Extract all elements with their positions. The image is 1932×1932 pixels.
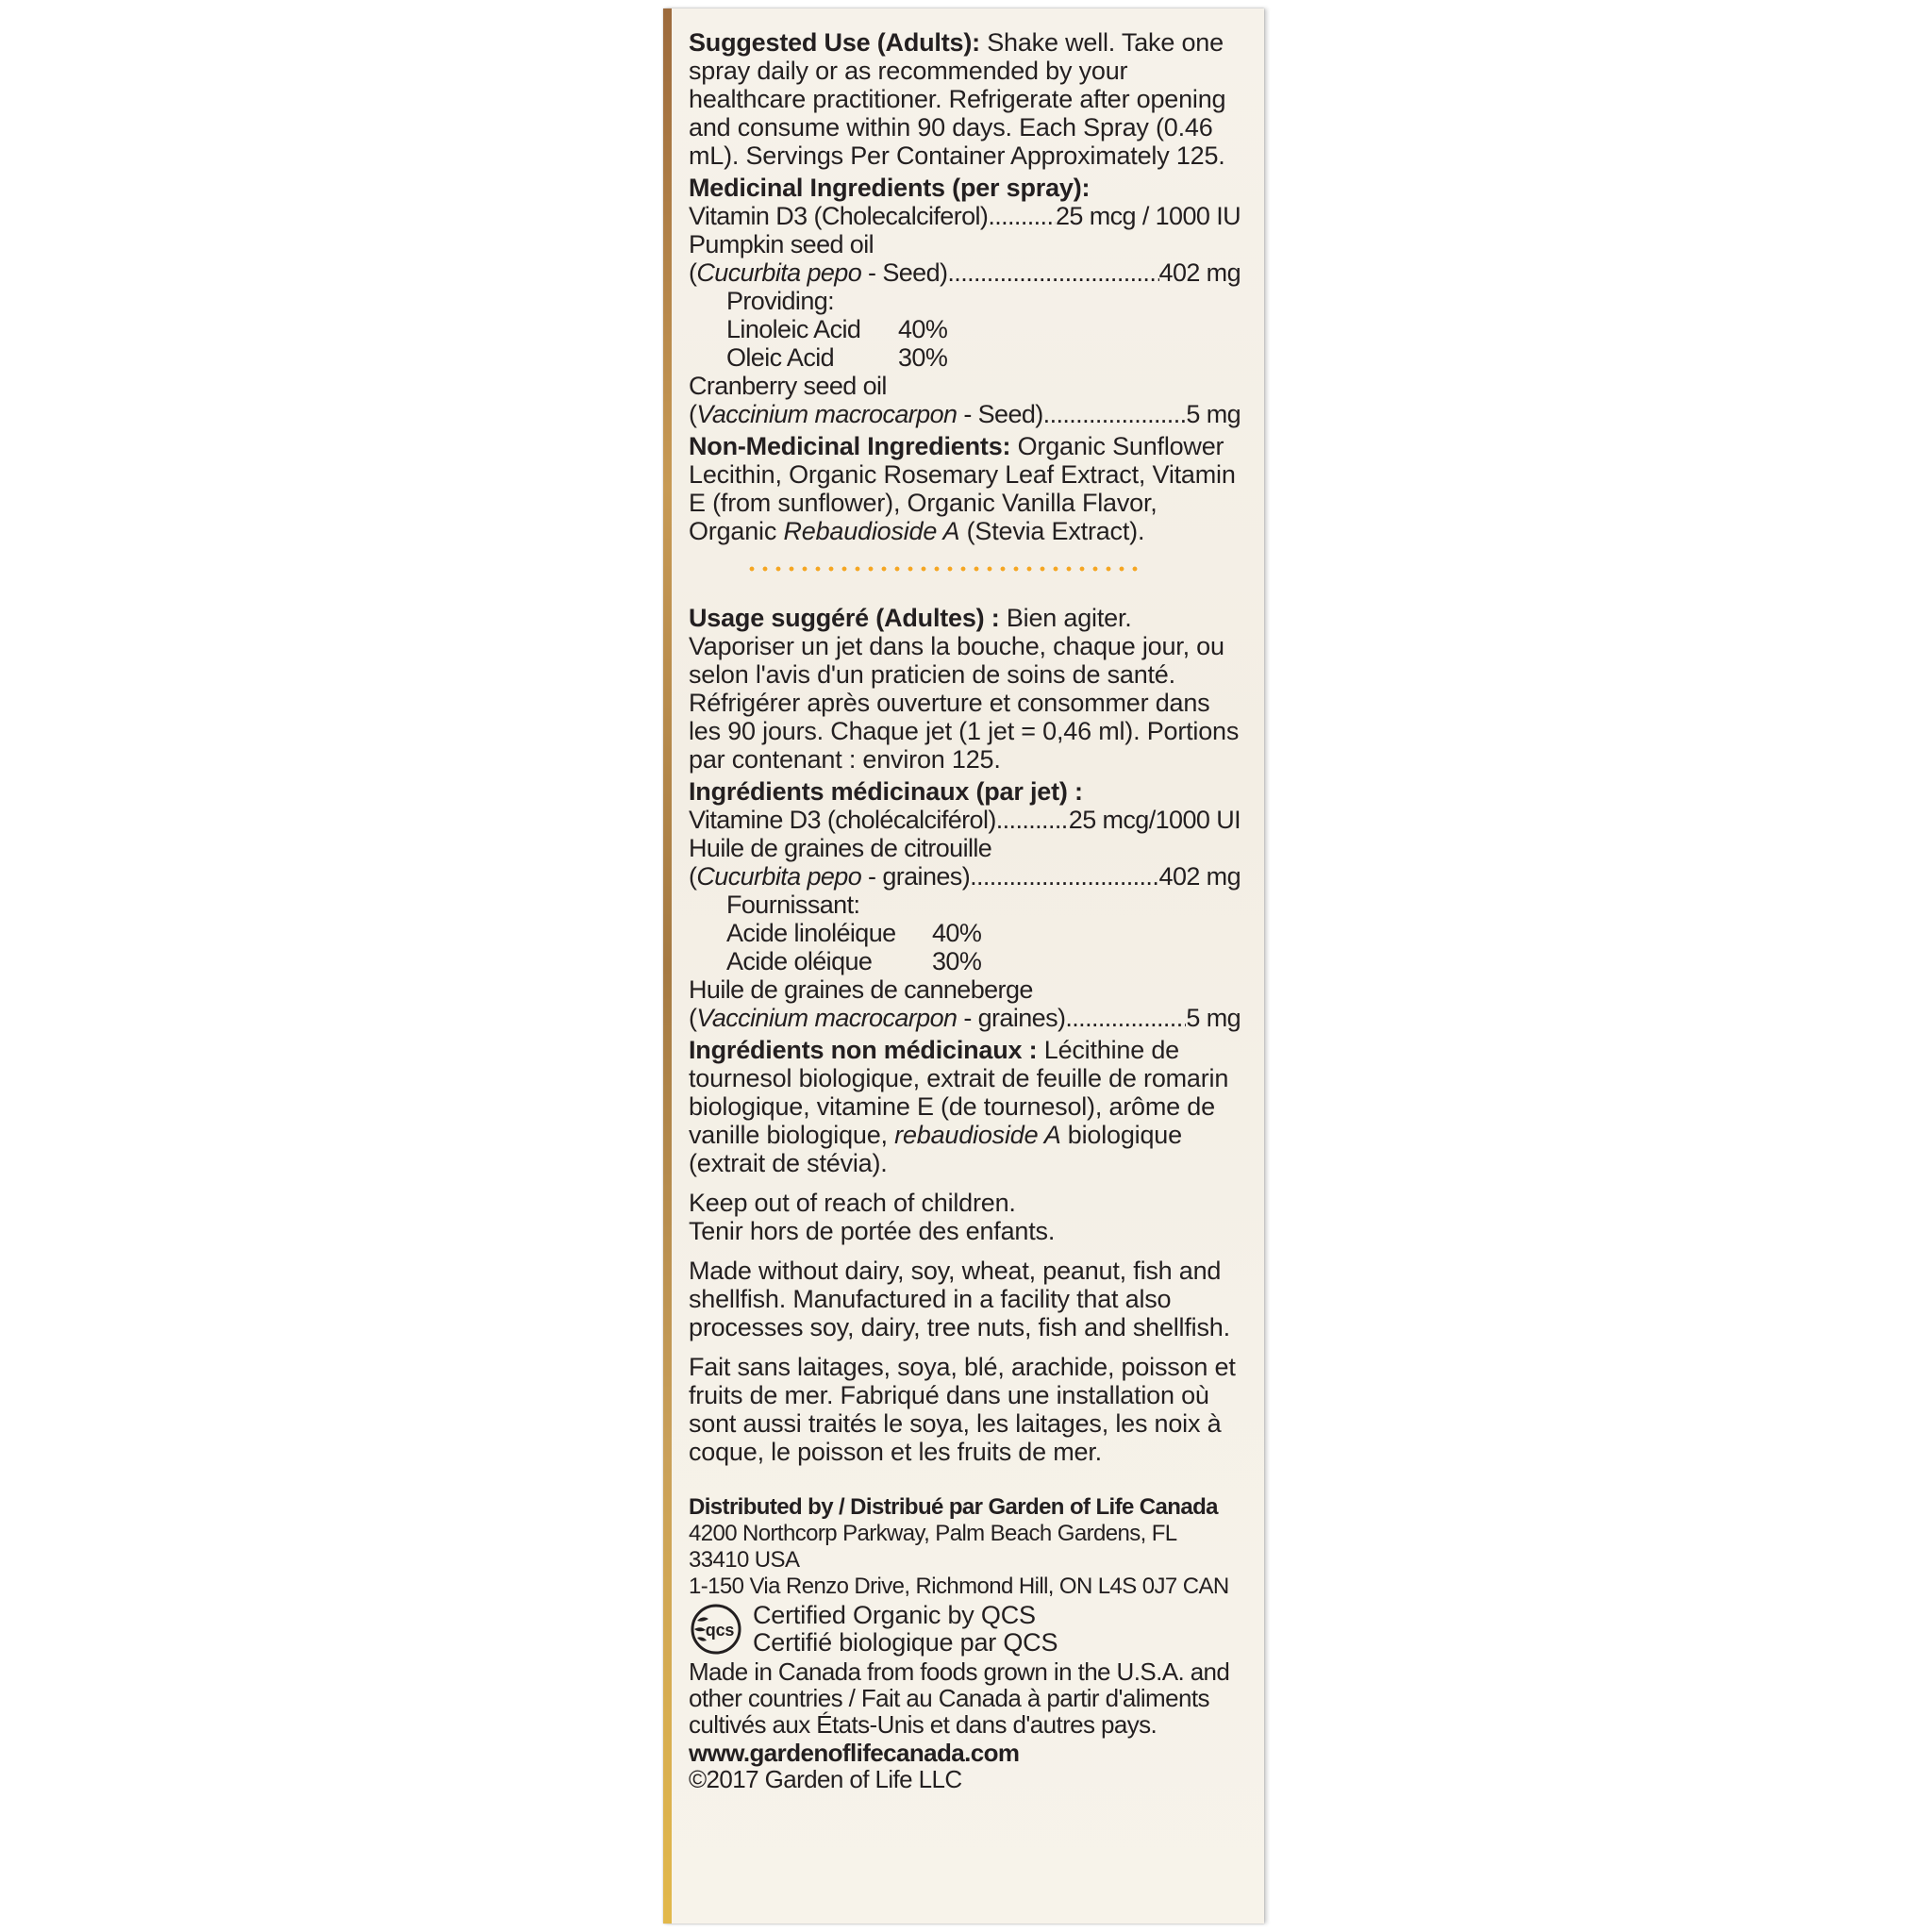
- medicinal-heading-text-fr: Ingrédients médicinaux (par jet) :: [689, 777, 1083, 806]
- fatty-acid-pct: 30%: [898, 343, 948, 372]
- fatty-acid-row: [689, 919, 1241, 947]
- warning-fr: Tenir hors de portée des enfants.: [689, 1217, 1056, 1245]
- medicinal-list-en: [689, 202, 1241, 428]
- suggested-use-heading-fr: Usage suggéré (Adultes) :: [689, 604, 1000, 632]
- ingredient-name: Vitamin D3 (Cholecalciferol): [689, 202, 989, 230]
- leader-dots: [1065, 1004, 1186, 1032]
- ingredient-latin-line: (Cucurbita pepo - Seed): [689, 258, 948, 287]
- suggested-use-text-en: Shake well. Take one spray daily or as recommended by your healthcare practitioner. Refrigerate after opening and consume within 90 days. Each Spray (0.46 mL). Servings Per Container Approximately 125.: [689, 28, 1226, 170]
- certification-row: [689, 1602, 1241, 1657]
- fatty-acid-name: Oleic Acid: [726, 343, 835, 372]
- certification-fr: Certifié biologique par QCS: [753, 1628, 1058, 1657]
- panel-edge: [663, 8, 672, 1924]
- ingredient-name: Cranberry seed oil: [689, 372, 887, 400]
- origin-block: [689, 1658, 1241, 1792]
- ingredient-row: [689, 400, 1241, 428]
- fatty-acid-name: Acide linoléique: [726, 919, 896, 947]
- medicinal-heading-text-en: Medicinal Ingredients (per spray):: [689, 174, 1091, 202]
- website-link[interactable]: www.gardenoflifecanada.com: [689, 1739, 1020, 1767]
- fatty-acid-row: [689, 315, 1241, 343]
- distributor-block: [689, 1494, 1241, 1600]
- label-panel: [663, 8, 1264, 1924]
- leader-dots: [970, 862, 1158, 891]
- ingredient-amount: 402 mg: [1158, 862, 1241, 891]
- origin-statement: Made in Canada from foods grown in the U.S.A. and other countries / Fait au Canada à partir d'aliments cultivés aux États-Unis et dans d'autres pays.: [689, 1657, 1230, 1739]
- latin-name: Cucurbita pepo: [696, 862, 862, 891]
- non-medicinal-en: [689, 432, 1241, 545]
- suggested-use-en: [689, 28, 1241, 170]
- latin-name: Vaccinium macrocarpon: [696, 1004, 958, 1032]
- spacer: [689, 1177, 1241, 1189]
- ingredient-name: Huile de graines de canneberge: [689, 975, 1033, 1004]
- ingredient-amount: 5 mg: [1186, 1004, 1241, 1032]
- ingredient-latin-line: (Vaccinium macrocarpon - graines): [689, 1004, 1066, 1032]
- fatty-acid-pct: 30%: [932, 947, 982, 975]
- providing-label: Providing:: [726, 287, 835, 315]
- ingredient-row: [689, 806, 1241, 834]
- ingredient-row: [689, 202, 1241, 230]
- label-content: [689, 28, 1241, 1792]
- fatty-acid-name: Linoleic Acid: [726, 315, 861, 343]
- leader-dots: [947, 258, 1158, 287]
- ingredient-name: Huile de graines de citrouille: [689, 834, 992, 862]
- copyright: ©2017 Garden of Life LLC: [689, 1765, 962, 1793]
- ingredient-amount: 25 mcg/1000 UI: [1068, 806, 1241, 834]
- ingredient-row: [689, 862, 1241, 891]
- spacer: [689, 1245, 1241, 1257]
- non-medicinal-italic-fr: rebaudioside A: [894, 1121, 1061, 1149]
- ingredient-name: Pumpkin seed oil: [689, 230, 874, 258]
- spacer: [689, 1341, 1241, 1353]
- fatty-acid-row: [689, 947, 1241, 975]
- non-medicinal-end-en: (Stevia Extract).: [959, 517, 1145, 545]
- qcs-logo-icon: [689, 1602, 743, 1657]
- non-medicinal-fr: [689, 1036, 1241, 1177]
- ingredient-amount: 25 mcg / 1000 IU: [1055, 202, 1241, 230]
- medicinal-heading-fr: [689, 777, 1241, 806]
- ingredient-name: Vitamine D3 (cholécalciférol): [689, 806, 996, 834]
- ingredient-row: [689, 1004, 1241, 1032]
- ingredient-latin-line: (Vaccinium macrocarpon - Seed): [689, 400, 1043, 428]
- ingredient-amount: 402 mg: [1158, 258, 1241, 287]
- non-medicinal-italic-en: Rebaudioside A: [783, 517, 960, 545]
- plant-part: - graines): [861, 862, 971, 891]
- medicinal-heading-en: [689, 174, 1241, 202]
- plant-part: - graines): [957, 1004, 1066, 1032]
- allergen-statement-en: Made without dairy, soy, wheat, peanut, fish and shellfish. Manufactured in a facility that also processes soy, dairy, tree nuts, fish and shellfish.: [689, 1257, 1230, 1341]
- non-medicinal-text-fr: Lécithine de tournesol biologique, extrait de feuille de romarin biologique, vitamine E (de tournesol), arôme de vanille biologique,: [689, 1036, 1229, 1149]
- medicinal-list-fr: [689, 806, 1241, 1032]
- fatty-acid-name: Acide oléique: [726, 947, 873, 975]
- latin-name: Cucurbita pepo: [696, 258, 862, 287]
- fatty-acid-pct: 40%: [898, 315, 948, 343]
- latin-name: Vaccinium macrocarpon: [696, 400, 958, 428]
- address-ca: 1-150 Via Renzo Drive, Richmond Hill, ON L4S 0J7 CAN: [689, 1574, 1229, 1599]
- plant-part: - Seed): [957, 400, 1043, 428]
- leader-dots: [996, 806, 1069, 834]
- leader-dots: [1043, 400, 1187, 428]
- warning-en: Keep out of reach of children.: [689, 1189, 1016, 1217]
- non-medicinal-heading-fr: Ingrédients non médicinaux :: [689, 1036, 1038, 1064]
- allergen-statement-fr: Fait sans laitages, soya, blé, arachide, poisson et fruits de mer. Fabriqué dans une installation où sont aussi traités le soya, les laitages, les noix à coque, le poisson et les fruits de mer.: [689, 1353, 1236, 1466]
- fatty-acid-pct: 40%: [932, 919, 982, 947]
- suggested-use-fr: [689, 604, 1241, 774]
- distributor-heading: Distributed by / Distribué par Garden of Life Canada: [689, 1494, 1218, 1520]
- non-medicinal-heading-en: Non-Medicinal Ingredients:: [689, 432, 1011, 460]
- ingredient-row: [689, 258, 1241, 287]
- non-medicinal-text-en: Organic Sunflower Lecithin, Organic Rosemary Leaf Extract, Vitamin E (from sunflower), Organic Vanilla Flavor, Organic: [689, 432, 1236, 545]
- leader-dots: [988, 202, 1056, 230]
- suggested-use-heading-en: Suggested Use (Adults):: [689, 28, 980, 57]
- ingredient-amount: 5 mg: [1186, 400, 1241, 428]
- qcs-logo-text: qcs: [705, 1621, 735, 1640]
- ingredient-latin-line: (Cucurbita pepo - graines): [689, 862, 971, 891]
- spacer: [689, 1466, 1241, 1494]
- certification-text: [753, 1602, 1058, 1657]
- providing-label: Fournissant:: [726, 891, 860, 919]
- fatty-acid-row: [689, 343, 1241, 372]
- address-us: 4200 Northcorp Parkway, Palm Beach Gardens, FL 33410 USA: [689, 1521, 1176, 1573]
- certification-en: Certified Organic by QCS: [753, 1601, 1036, 1629]
- plant-part: - Seed): [861, 258, 948, 287]
- dotted-separator: [745, 566, 1141, 572]
- suggested-use-text-fr: Bien agiter. Vaporiser un jet dans la bouche, chaque jour, ou selon l'avis d'un praticien de soins de santé. Réfrigérer après ouverture et consommer dans les 90 jours. Chaque jet (1 jet = 0,46 ml). Portions par contenant : environ 125.: [689, 604, 1240, 774]
- non-medicinal-end-fr: biologique (extrait de stévia).: [689, 1121, 1182, 1177]
